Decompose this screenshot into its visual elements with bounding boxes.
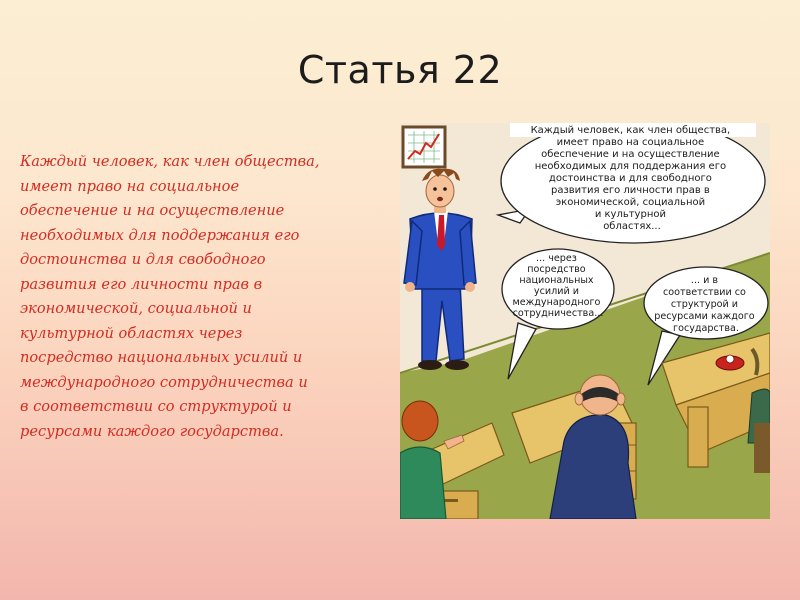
article-line: обеспечение и на осуществление xyxy=(20,202,285,219)
article-line: в соответствии со структурой и xyxy=(20,398,292,415)
wall-chart xyxy=(403,127,445,167)
article-line: ресурсами каждого государства. xyxy=(20,422,284,440)
bubble-main-line: Каждый человек, как член общества, xyxy=(530,125,731,136)
article-line: экономической, социальной и xyxy=(20,300,252,317)
bubble-main-line: и культурной xyxy=(594,209,666,220)
bubble-main-line: имеет право на социальное xyxy=(556,137,705,148)
article-text xyxy=(20,150,382,444)
bubble-left-line: усилий и xyxy=(533,286,580,297)
bubble-main-line: необходимых для поддержания его xyxy=(534,161,727,172)
article-line: международного сотрудничества и xyxy=(20,373,308,391)
article-line: посредство национальных усилий и xyxy=(20,349,303,366)
article-line: Каждый человек, как член общества, xyxy=(20,153,320,170)
bubble-main-line: экономической, социальной xyxy=(555,197,706,208)
article-line: имеет право на социальное xyxy=(20,177,240,195)
cartoon-scene xyxy=(400,123,770,519)
article-line: достоинства и для свободного xyxy=(20,251,266,268)
bubble-left-line: сотрудничества... xyxy=(512,308,604,319)
cartoon-illustration xyxy=(400,123,770,519)
bubble-main-line: развития его личности прав в xyxy=(550,185,710,196)
bubble-main-line: достоинства и для свободного xyxy=(548,173,712,184)
bubble-left-line: ... через xyxy=(536,253,577,264)
bubble-left-line: национальных xyxy=(519,275,594,286)
bubble-right-line: соответствии со xyxy=(663,287,746,298)
article-line: развития его личности прав в xyxy=(20,275,263,293)
article-line: культурной областях через xyxy=(20,324,243,342)
bubble-main-line: обеспечение и на осуществление xyxy=(541,149,720,160)
bubble-main-line: областях... xyxy=(603,221,661,232)
bubble-left-line: посредство xyxy=(527,264,586,275)
bubble-right-line: структурой и xyxy=(670,299,739,310)
bubble-right-line: ... и в xyxy=(690,275,719,286)
article-line: необходимых для поддержания его xyxy=(20,226,300,244)
slide-title: Статья 22 xyxy=(297,48,503,92)
bubble-right-line: государства. xyxy=(673,323,739,334)
bubble-right-line: ресурсами каждого xyxy=(654,311,755,322)
bubble-left-line: международного xyxy=(512,297,601,308)
